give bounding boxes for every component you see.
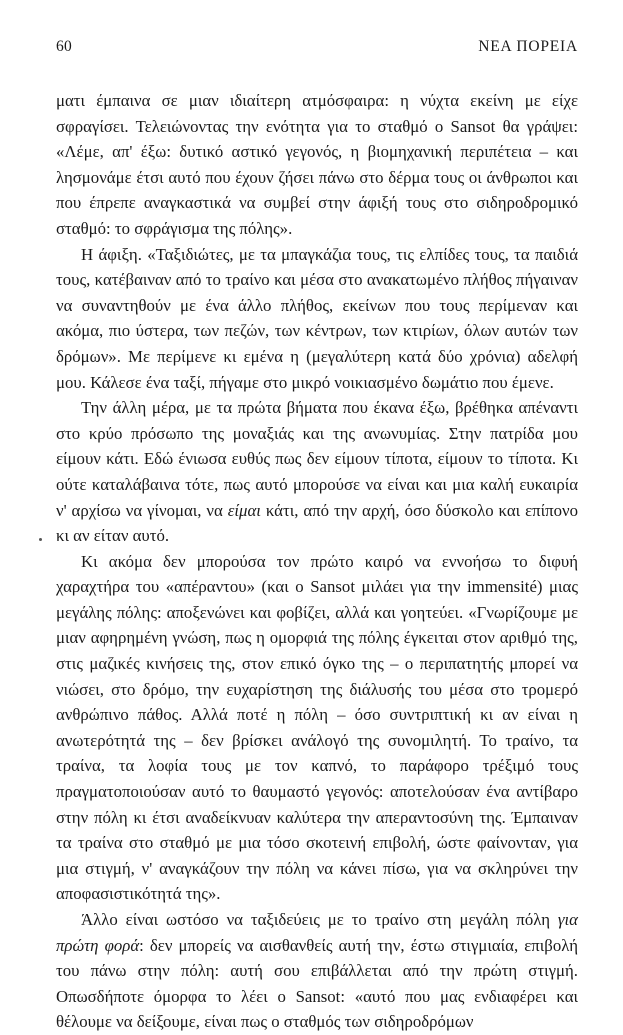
paragraph [56, 907, 578, 1035]
paragraph [56, 549, 578, 907]
paragraph-text: Την άλλη μέρα, με τα πρώτα βήματα που έκανα έξω, βρέθηκα απέναντι στο κρύο πρόσωπο της μοναξιάς και της ανωνυμίας. Στην πατρίδα μου είμουν κάτι. Εδώ ένιωσα ευθύς πως δεν είμουν τίποτα, είμουν το τίποτα. Κι ούτε καταλάβαινα τότε, πως αυτό μπορούσε να είναι και μια καλή ευκαιρία ν' αρχίσω να γίνομαι, να [56, 398, 578, 520]
page-number: 60 [56, 38, 73, 55]
paragraph-text: Κι ακόμα δεν μπορούσα τον πρώτο καιρό να εννοήσω το διφυή χαραχτήρα του «απέραντου» (και ο Sansot μιλάει για την immensité) μιας μεγάλης πόλης: αποξενώνει και φοβίζει, αλλά και γοητεύει. «Γνωρίζουμε με μιαν αφηρημένη γνώση, πως η ομορφιά της πόλης έγκειται στον αριθμό της, στις μαζικές κινήσεις της, στον επικό όγκο της – ο περιπατητής μπορεί να νιώσει, στο δρόμο, την ευχαρίστηση της διάλυσής του μέσα στο τρομερό ανθρώπινο πάθος. Αλλά ποτέ η πόλη – όσο συντριπτική κι αν είναι η ανωτερότητά της – δεν βρίσκει ανάλογό της συνομιλητή. Το τραίνο, τα τραίνα, τα λοφία τους με τον καπνό, το παράφορο τρέξιμό τους πραγματοποιούσαν αυτό το θαυμαστό γεγονός: αποτελούσαν ένα αντίβαρο στην πόλη κι έτσι αναδείκνυαν καλύτερα την απεραντοσύνη της. Έμπαιναν τα τραίνα στο σταθμό με μια τόσο σκοτεινή επιβολή, ώστε φαίνονταν, για μια στιγμή, ν' αναγκάζουν την πόλη να κάνει πίσω, για να σκληρύνει την αποφασιστικότητά της». [56, 551, 578, 904]
italic-text: για πρώτη φορά [56, 910, 578, 955]
paragraph [56, 242, 578, 396]
paragraph [56, 88, 578, 242]
paragraph-text: : δεν μπορείς να αισθανθείς αυτή την, έστω στιγμιαία, επιβολή του πάνω στην πόλη: αυτή σου επιβάλλεται από την πρώτη στιγμή. Οπωσδήποτε όμορφα το λέει ο Sansot: «αυτό που μας ενδιαφέρει και θέλουμε να δείξουμε, είναι πως ο σταθμός των σιδηροδρόμων [56, 935, 578, 1032]
paragraph-text: Άλλο είναι ωστόσο να ταξιδεύεις με το τραίνο στη μεγάλη πόλη [81, 910, 558, 929]
italic-text: είμαι [227, 500, 261, 520]
stray-ink-mark [39, 538, 42, 541]
paragraph-text: ματι έμπαινα σε μιαν ιδιαίτερη ατμόσφαιρα: η νύχτα εκείνη με είχε σφραγίσει. Τελειώνοντας την ενότητα για το σταθμό ο Sansot θα γράψει: «Λέμε, απ' έξω: δυτικό αστικό γεγονός, η βιομηχανική περιπέτεια – και λησμονάμε έτσι αυτό που έχουν ζήσει πάνω στο δέρμα τους οι άνθρωποι και που έπρεπε αναγκαστικά να συμβεί στην άφιξή τους στο σιδηροδρομικό σταθμό: το σφράγισμα της πόλης». [56, 91, 578, 238]
running-header [56, 38, 578, 58]
paragraph-text: κάτι, από την αρχή, όσο δύσκολο και επίπονο κι αν είταν αυτό. [56, 500, 578, 546]
running-title: ΝΕΑ ΠΟΡΕΙΑ [478, 38, 578, 55]
body-text [56, 88, 578, 1035]
paragraph-text: Η άφιξη. «Ταξιδιώτες, με τα μπαγκάζια τους, τις ελπίδες τους, τα παιδιά τους, κατέβαιναν από το τραίνο και μέσα στο ανακατωμένο πλήθος πήγαιναν να συναντηθούν με ένα άλλο πλήθος, εκείνων που τους περίμεναν και ακόμα, πιο ύστερα, των πεζών, των κέντρων, των κτιρίων, όλων αυτών των δρόμων». Με περίμενε κι εμένα η (μεγαλύτερη κατά δύο χρόνια) αδελφή μου. Κάλεσε ένα ταξί, πήγαμε στο μικρό νοικιασμένο δωμάτιο που έμενε. [56, 244, 578, 392]
paragraph [56, 395, 578, 549]
